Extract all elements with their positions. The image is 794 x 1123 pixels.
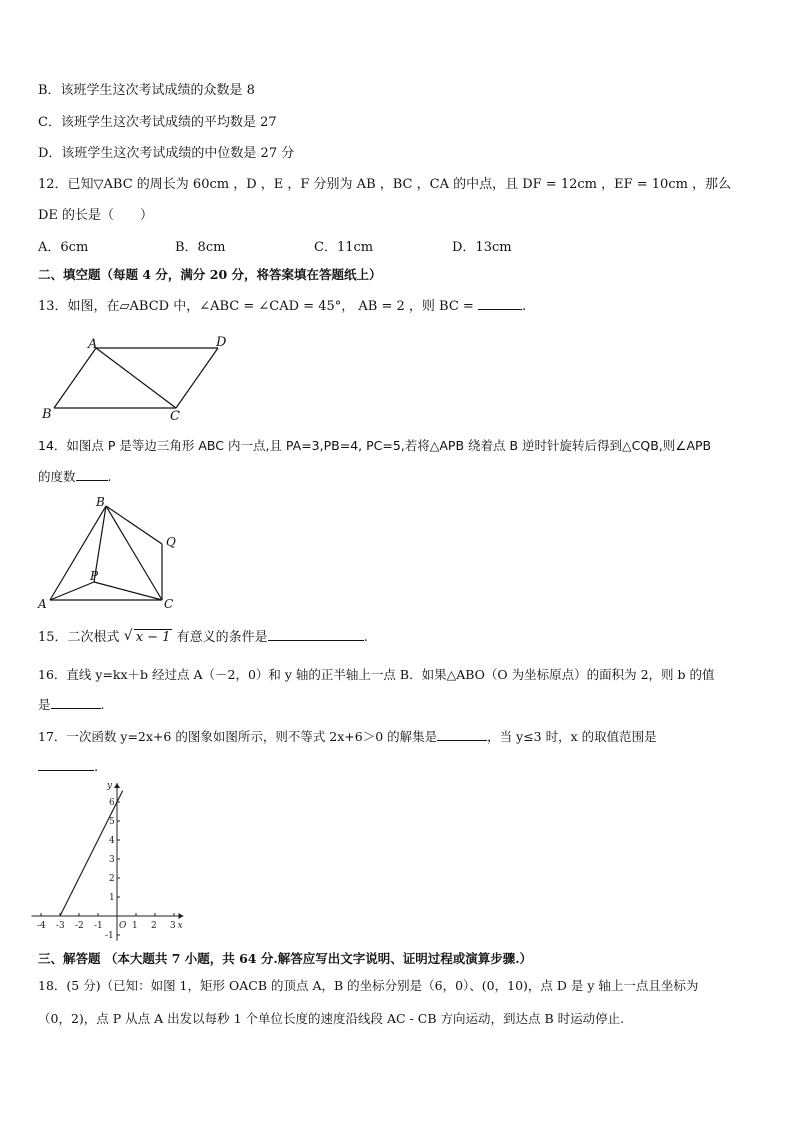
option-11-d: D．该班学生这次考试成绩的中位数是 27 分: [38, 146, 295, 161]
question-14-line2: 的度数 .: [38, 469, 112, 484]
question-17-line1: 17．一次函数 y=2x+6 的图象如图所示，则不等式 2x+6＞0 的解集是 ，当 y≤3 时，x 的取值范围是: [38, 729, 657, 744]
question-16-line1: 16．直线 y=kx＋b 经过点 A（－2，0）和 y 轴的正半轴上一点 B．如果△ABO（O 为坐标原点）的面积为 2，则 b 的值: [38, 667, 715, 682]
q12-option-c: C．11cm: [314, 240, 374, 255]
label-a: A: [38, 597, 47, 611]
x-tick-label: -4: [37, 921, 46, 931]
option-11-b: B．该班学生这次考试成绩的众数是 8: [38, 83, 255, 98]
label-c: C: [164, 597, 174, 611]
question-18-line2: （0，2)，点 P 从点 A 出发以每秒 1 个单位长度的速度沿线段 AC - CB 方向运动，到达点 B 时运动停止.: [38, 1011, 625, 1026]
x-axis-arrow: [179, 913, 184, 919]
q13-parallelogram-figure: [36, 334, 236, 422]
q13-end: .: [521, 299, 527, 314]
y-tick-label: 3: [109, 855, 115, 865]
side-dc: [176, 348, 218, 408]
q14-triangle-figure: [34, 494, 184, 614]
question-18-line1: 18．(5 分)（已知：如图 1，矩形 OACB 的顶点 A，B 的坐标分别是（6，0）、(0，10)，点 D 是 y 轴上一点且坐标为: [38, 978, 699, 993]
q17-linear-function-graph: [36, 780, 186, 944]
question-12-line1: 12．已知▽ABC 的周长为 60cm ，D ，E ，F 分别为 AB ，BC ，CA 的中点，且 DF = 12cm ，EF = 10cm ，那么: [38, 177, 732, 192]
x-tick-label: -3: [56, 921, 65, 931]
option-11-c: C．该班学生这次考试成绩的平均数是 27: [38, 115, 277, 130]
y-tick-label: 5: [109, 817, 115, 827]
x-tick-label: O: [119, 921, 127, 931]
y-axis-arrow: [114, 783, 120, 788]
y-tick-label: 4: [109, 836, 115, 846]
label-c: C: [170, 409, 180, 424]
label-p: P: [90, 569, 99, 583]
q17-answer-blank-1[interactable]: [437, 728, 487, 741]
q14-answer-blank[interactable]: [76, 468, 108, 481]
question-14-line1: 14．如图点 P 是等边三角形 ABC 内一点,且 PA=3,PB=4, PC=5,若将△APB 绕着点 B 逆时针旋转后得到△CQB,则∠APB: [38, 438, 712, 453]
diagonal-ac: [96, 348, 176, 408]
label-b: B: [96, 495, 105, 509]
y-tick-label: -1: [105, 931, 114, 941]
q13-text: 13．如图，在▱ABCD 中，∠ABC = ∠CAD = 45°， AB = 2 ，则 BC =: [38, 299, 474, 314]
x-tick-label: 3: [170, 921, 176, 931]
square-root-expression: √ x − 1: [123, 628, 171, 645]
x-tick-label: x: [177, 921, 183, 931]
y-tick-label: 2: [109, 874, 115, 884]
x-tick-label: 1: [132, 921, 138, 931]
x-tick-label: -2: [75, 921, 84, 931]
question-16-line2: 是 .: [38, 697, 105, 712]
q12-option-a: A．6cm: [38, 240, 89, 255]
question-15: 15．二次根式 √ x − 1 有意义的条件是 .: [38, 628, 368, 645]
x-tick-label: 2: [151, 921, 157, 931]
question-13: [38, 297, 526, 316]
y-tick-label: 6: [109, 798, 115, 808]
y-tick-label: 1: [109, 893, 115, 903]
q13-answer-blank[interactable]: [478, 297, 522, 310]
label-b: B: [42, 407, 52, 422]
x-tick-label: -1: [94, 921, 103, 931]
section-3-heading: 三、解答题 （本大题共 7 小题，共 64 分.解答应写出文字说明、证明过程或演算步骤.）: [38, 951, 533, 966]
q12-option-d: D．13cm: [452, 240, 512, 255]
question-12-line2: DE 的长是（ ）: [38, 208, 154, 223]
section-2-heading: 二、填空题（每题 4 分，满分 20 分，将答案填在答题纸上）: [38, 267, 382, 282]
q15-answer-blank[interactable]: [268, 628, 364, 641]
label-q: Q: [166, 535, 176, 549]
question-17-line2: .: [38, 758, 98, 777]
label-d: D: [216, 335, 227, 350]
q12-option-b: B．8cm: [175, 240, 226, 255]
q17-answer-blank-2[interactable]: [38, 758, 94, 771]
y-tick-label: y: [107, 780, 113, 791]
q16-answer-blank[interactable]: [51, 696, 101, 709]
label-a: A: [88, 337, 98, 352]
side-ab: [54, 348, 96, 408]
